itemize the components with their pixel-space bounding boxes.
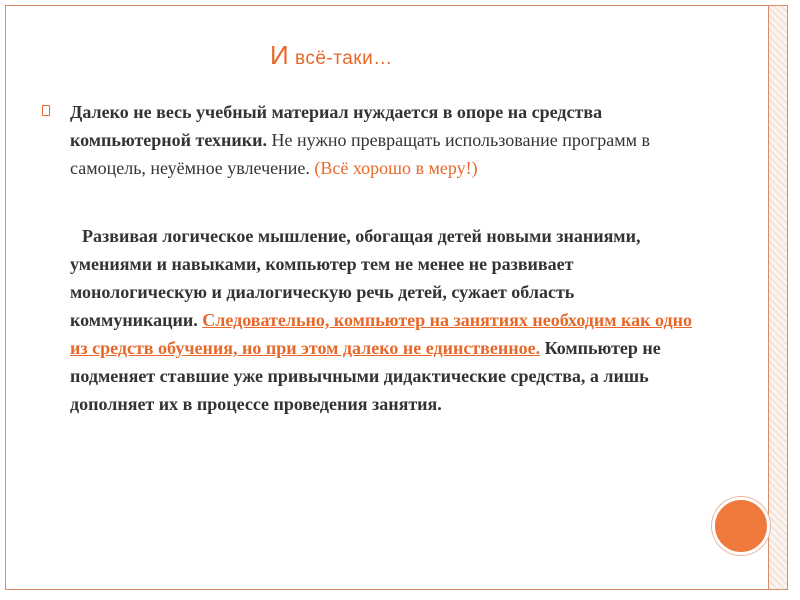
paragraph-1-bold: Далеко не весь учебный материал нуждается в опоре на средства компьютерной техники.	[70, 102, 603, 150]
paragraph-2-part2: Компьютер не подменяет ставшие уже привычными дидактические средства, а лишь дополняет их в процессе проведения занятия.	[70, 338, 661, 414]
slide-content	[42, 98, 702, 418]
paragraph-1-normal: Не нужно превращать использование программ в самоцель, неуёмное увлечение.	[70, 130, 651, 178]
paragraph-2-highlight: Следовательно, компьютер на занятиях необходим как одно из средств обучения, но при этом далеко не единственное.	[70, 310, 692, 358]
orange-circle-decoration	[712, 497, 770, 555]
slide-title	[270, 40, 393, 71]
paragraph-1-note: (Всё хорошо в меру!)	[309, 158, 478, 178]
paragraph-2-part1: Развивая логическое мышление, обогащая детей новыми знаниями, умениями и навыками, компьютер тем не менее не развивает монологическую и диалогическую речь детей, сужает область коммуникации.	[70, 226, 641, 330]
bullet-item	[42, 98, 702, 182]
square-bullet-icon	[42, 105, 50, 116]
paragraph-1	[70, 98, 702, 182]
slide-title-rest: всё-таки…	[289, 48, 393, 69]
paragraph-2	[42, 222, 702, 418]
slide-title-first: И	[270, 40, 290, 70]
decorative-side-band	[768, 6, 787, 589]
